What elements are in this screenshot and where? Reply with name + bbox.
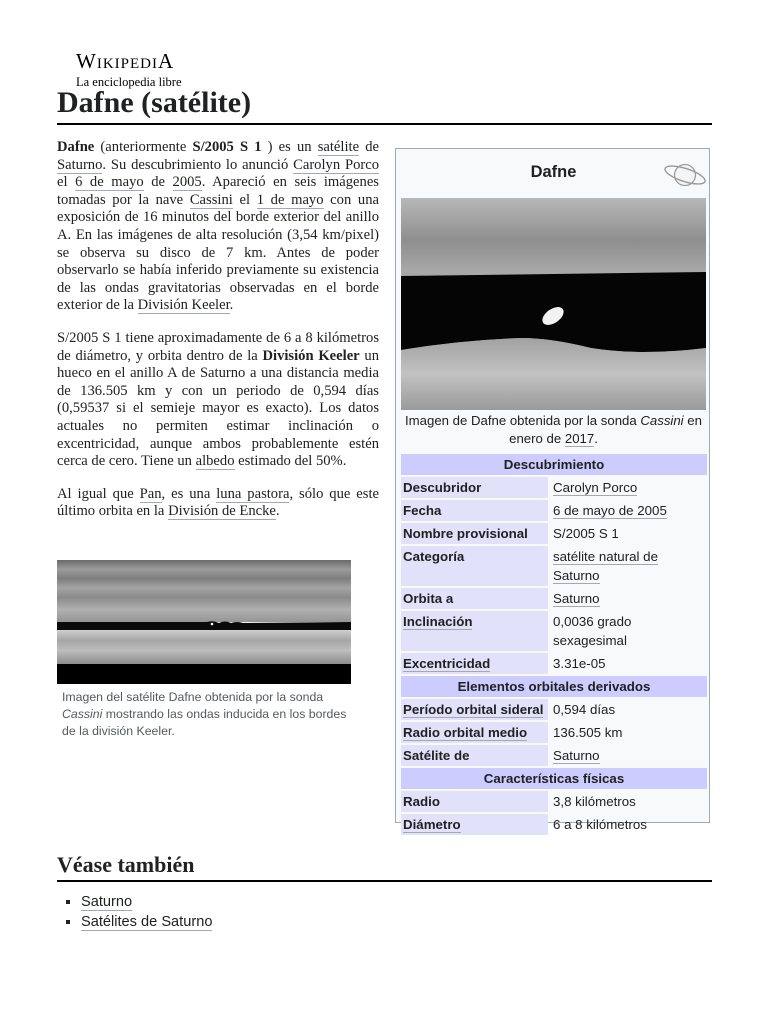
infobox-section <box>401 676 707 697</box>
bold-term: División Keeler <box>262 347 360 364</box>
text: . Apareció en seis imágenes tomadas por la nave <box>57 174 379 208</box>
logo-wordmark <box>76 50 182 75</box>
infobox-row <box>401 477 707 498</box>
section-header-physical: Características físicas <box>401 768 707 789</box>
row-value <box>548 745 707 766</box>
link-saturno[interactable]: Saturno <box>57 156 103 173</box>
row-value: 3,8 kilómetros <box>553 794 636 809</box>
link-excentricidad[interactable]: Excentricidad <box>403 656 491 671</box>
link-2017[interactable]: 2017 <box>564 431 595 446</box>
row-label <box>401 722 548 743</box>
bold-term: Dafne <box>57 139 95 155</box>
link-cassini[interactable]: Cassini <box>189 191 233 208</box>
link-inclinacion[interactable]: Inclinación <box>403 614 473 629</box>
see-also-heading: Véase también <box>57 850 712 882</box>
caption-text: Imagen de Dafne obtenida por la sonda <box>405 413 641 428</box>
text: ) es un <box>261 139 318 155</box>
see-also-list <box>57 892 212 932</box>
row-value <box>548 546 707 586</box>
infobox-row <box>401 814 707 835</box>
row-value <box>548 477 707 498</box>
infobox-row <box>401 791 707 812</box>
row-label: Nombre provisional <box>401 523 548 544</box>
section-header-orbital: Elementos orbitales derivados <box>401 676 707 697</box>
infobox-row <box>401 745 707 766</box>
list-item <box>81 892 212 912</box>
text: , es una <box>161 485 217 502</box>
link-albedo[interactable]: albedo <box>195 453 235 470</box>
text: un hueco en el anillo A de Saturno a una distancia media de 136.505 km y con un periodo de 0,594 días (0,59537 si el semieje mayor es exacto). Los datos actuales no permiten estimar inclinación o excentricidad, aunque ambos probablemente estén cerca de cero. Tiene un <box>57 347 380 470</box>
logo-tagline: La enciclopedia libre <box>76 75 182 89</box>
text: el <box>57 174 76 191</box>
link-2005[interactable]: 2005 <box>172 174 202 191</box>
infobox-title: Dafne <box>530 163 577 181</box>
infobox-row <box>401 546 707 586</box>
page-title: Dafne (satélite) <box>57 84 712 125</box>
figure-keeler-waves <box>57 560 351 740</box>
row-label: Orbita a <box>401 588 548 609</box>
paragraph-shepherd <box>57 486 379 521</box>
link-category[interactable]: satélite natural de Saturno <box>553 549 658 583</box>
caption-italic: Cassini <box>640 413 684 428</box>
text: S/2005 S 1 tiene aproximadamente de 6 a 8 kilómetros de diámetro, y orbita dentro de la <box>57 329 379 364</box>
logo-letters: IKIPEDI <box>96 56 158 72</box>
text: . Su descubrimiento lo anunció <box>102 156 294 173</box>
row-value <box>548 500 707 521</box>
keeler-gap-image[interactable] <box>57 560 351 684</box>
row-value: 3.31e-05 <box>553 656 606 671</box>
link-6-de-mayo[interactable]: 6 de mayo <box>75 174 144 191</box>
row-value <box>548 588 707 609</box>
link-pan[interactable]: Pan <box>139 485 162 502</box>
row-value: 0,594 días <box>553 702 616 717</box>
saturn-icon[interactable] <box>662 159 708 191</box>
link-carolyn-porco[interactable]: Carolyn Porco <box>553 480 638 495</box>
text: de <box>143 174 173 191</box>
link-carolyn-porco[interactable]: Carolyn Porco <box>293 156 379 173</box>
link-date[interactable]: 6 de mayo de 2005 <box>553 503 667 518</box>
link-saturno[interactable]: Saturno <box>553 591 600 606</box>
infobox-row <box>401 523 707 544</box>
row-label <box>401 653 548 674</box>
link-division-keeler[interactable]: División Keeler <box>137 297 230 314</box>
infobox-caption <box>401 412 706 448</box>
text: . <box>275 503 280 520</box>
infobox <box>395 148 710 832</box>
logo-letter: W <box>76 49 97 73</box>
logo-letter-end: A <box>157 49 175 73</box>
list-item <box>81 912 212 932</box>
link-saturno[interactable]: Saturno <box>81 894 133 910</box>
link-periodo[interactable]: Período orbital sideral <box>403 702 544 717</box>
text: . <box>229 297 234 314</box>
caption-text: . <box>594 431 598 446</box>
row-label: Satélite de <box>401 745 548 766</box>
daphnis-image[interactable] <box>401 198 706 410</box>
link-satelite[interactable]: satélite <box>317 139 360 155</box>
figure-caption <box>57 684 351 740</box>
infobox-row <box>401 722 707 743</box>
row-label <box>401 611 548 651</box>
link-division-encke[interactable]: División de Encke <box>168 503 276 520</box>
caption-italic: Cassini <box>62 707 103 721</box>
row-value: S/2005 S 1 <box>553 526 619 541</box>
section-header-discovery: Descubrimiento <box>401 454 707 475</box>
row-label <box>401 699 548 720</box>
link-diametro[interactable]: Diámetro <box>403 817 461 832</box>
caption-text: en enero de <box>509 413 702 446</box>
text: estimado del 50%. <box>234 453 347 470</box>
infobox-row <box>401 500 707 521</box>
article-body <box>57 139 379 536</box>
paragraph-orbit <box>57 330 379 471</box>
row-value: 6 a 8 kilómetros <box>553 817 647 832</box>
caption-text: Imagen del satélite Dafne obtenida por la sonda <box>62 690 324 704</box>
row-label: Radio <box>401 791 548 812</box>
link-satelites-de-saturno[interactable]: Satélites de Saturno <box>81 914 213 930</box>
text: , sólo que este último orbita en la <box>57 485 379 520</box>
row-label: Fecha <box>401 500 548 521</box>
link-saturno[interactable]: Saturno <box>553 748 600 763</box>
paragraph-intro <box>57 139 379 315</box>
infobox-row <box>401 699 707 720</box>
text: con una exposición de 16 minutos del borde exterior del anillo A. En las imágenes de alta resolución (3,54 km/pixel) se observa su disco de 7 km. Antes de poder observarlo se había inferido previamente su existencia de las ondas gravitatorias observadas en el borde exterior de la <box>57 191 379 314</box>
row-label: Descubridor <box>401 477 548 498</box>
text: (anteriormente <box>94 139 193 155</box>
link-luna-pastora[interactable]: luna pastora <box>216 485 290 502</box>
infobox-row <box>401 653 707 674</box>
infobox-section <box>401 768 707 789</box>
row-value: 0,0036 grado sexagesimal <box>553 614 632 648</box>
infobox-row <box>401 588 707 609</box>
text: Al igual que <box>57 485 140 502</box>
row-label <box>401 814 548 835</box>
bold-term: S/2005 S 1 <box>192 139 262 155</box>
row-label: Categoría <box>401 546 548 586</box>
text: el <box>232 191 257 208</box>
link-1-de-mayo[interactable]: 1 de mayo <box>256 191 324 208</box>
row-value: 136.505 km <box>553 725 623 740</box>
link-radio-orbital[interactable]: Radio orbital medio <box>403 725 528 740</box>
infobox-section <box>401 454 707 475</box>
caption-text: mostrando las ondas inducida en los bordes de la división Keeler. <box>62 707 347 738</box>
infobox-table <box>401 452 707 837</box>
text: de <box>359 139 379 155</box>
infobox-row <box>401 611 707 651</box>
